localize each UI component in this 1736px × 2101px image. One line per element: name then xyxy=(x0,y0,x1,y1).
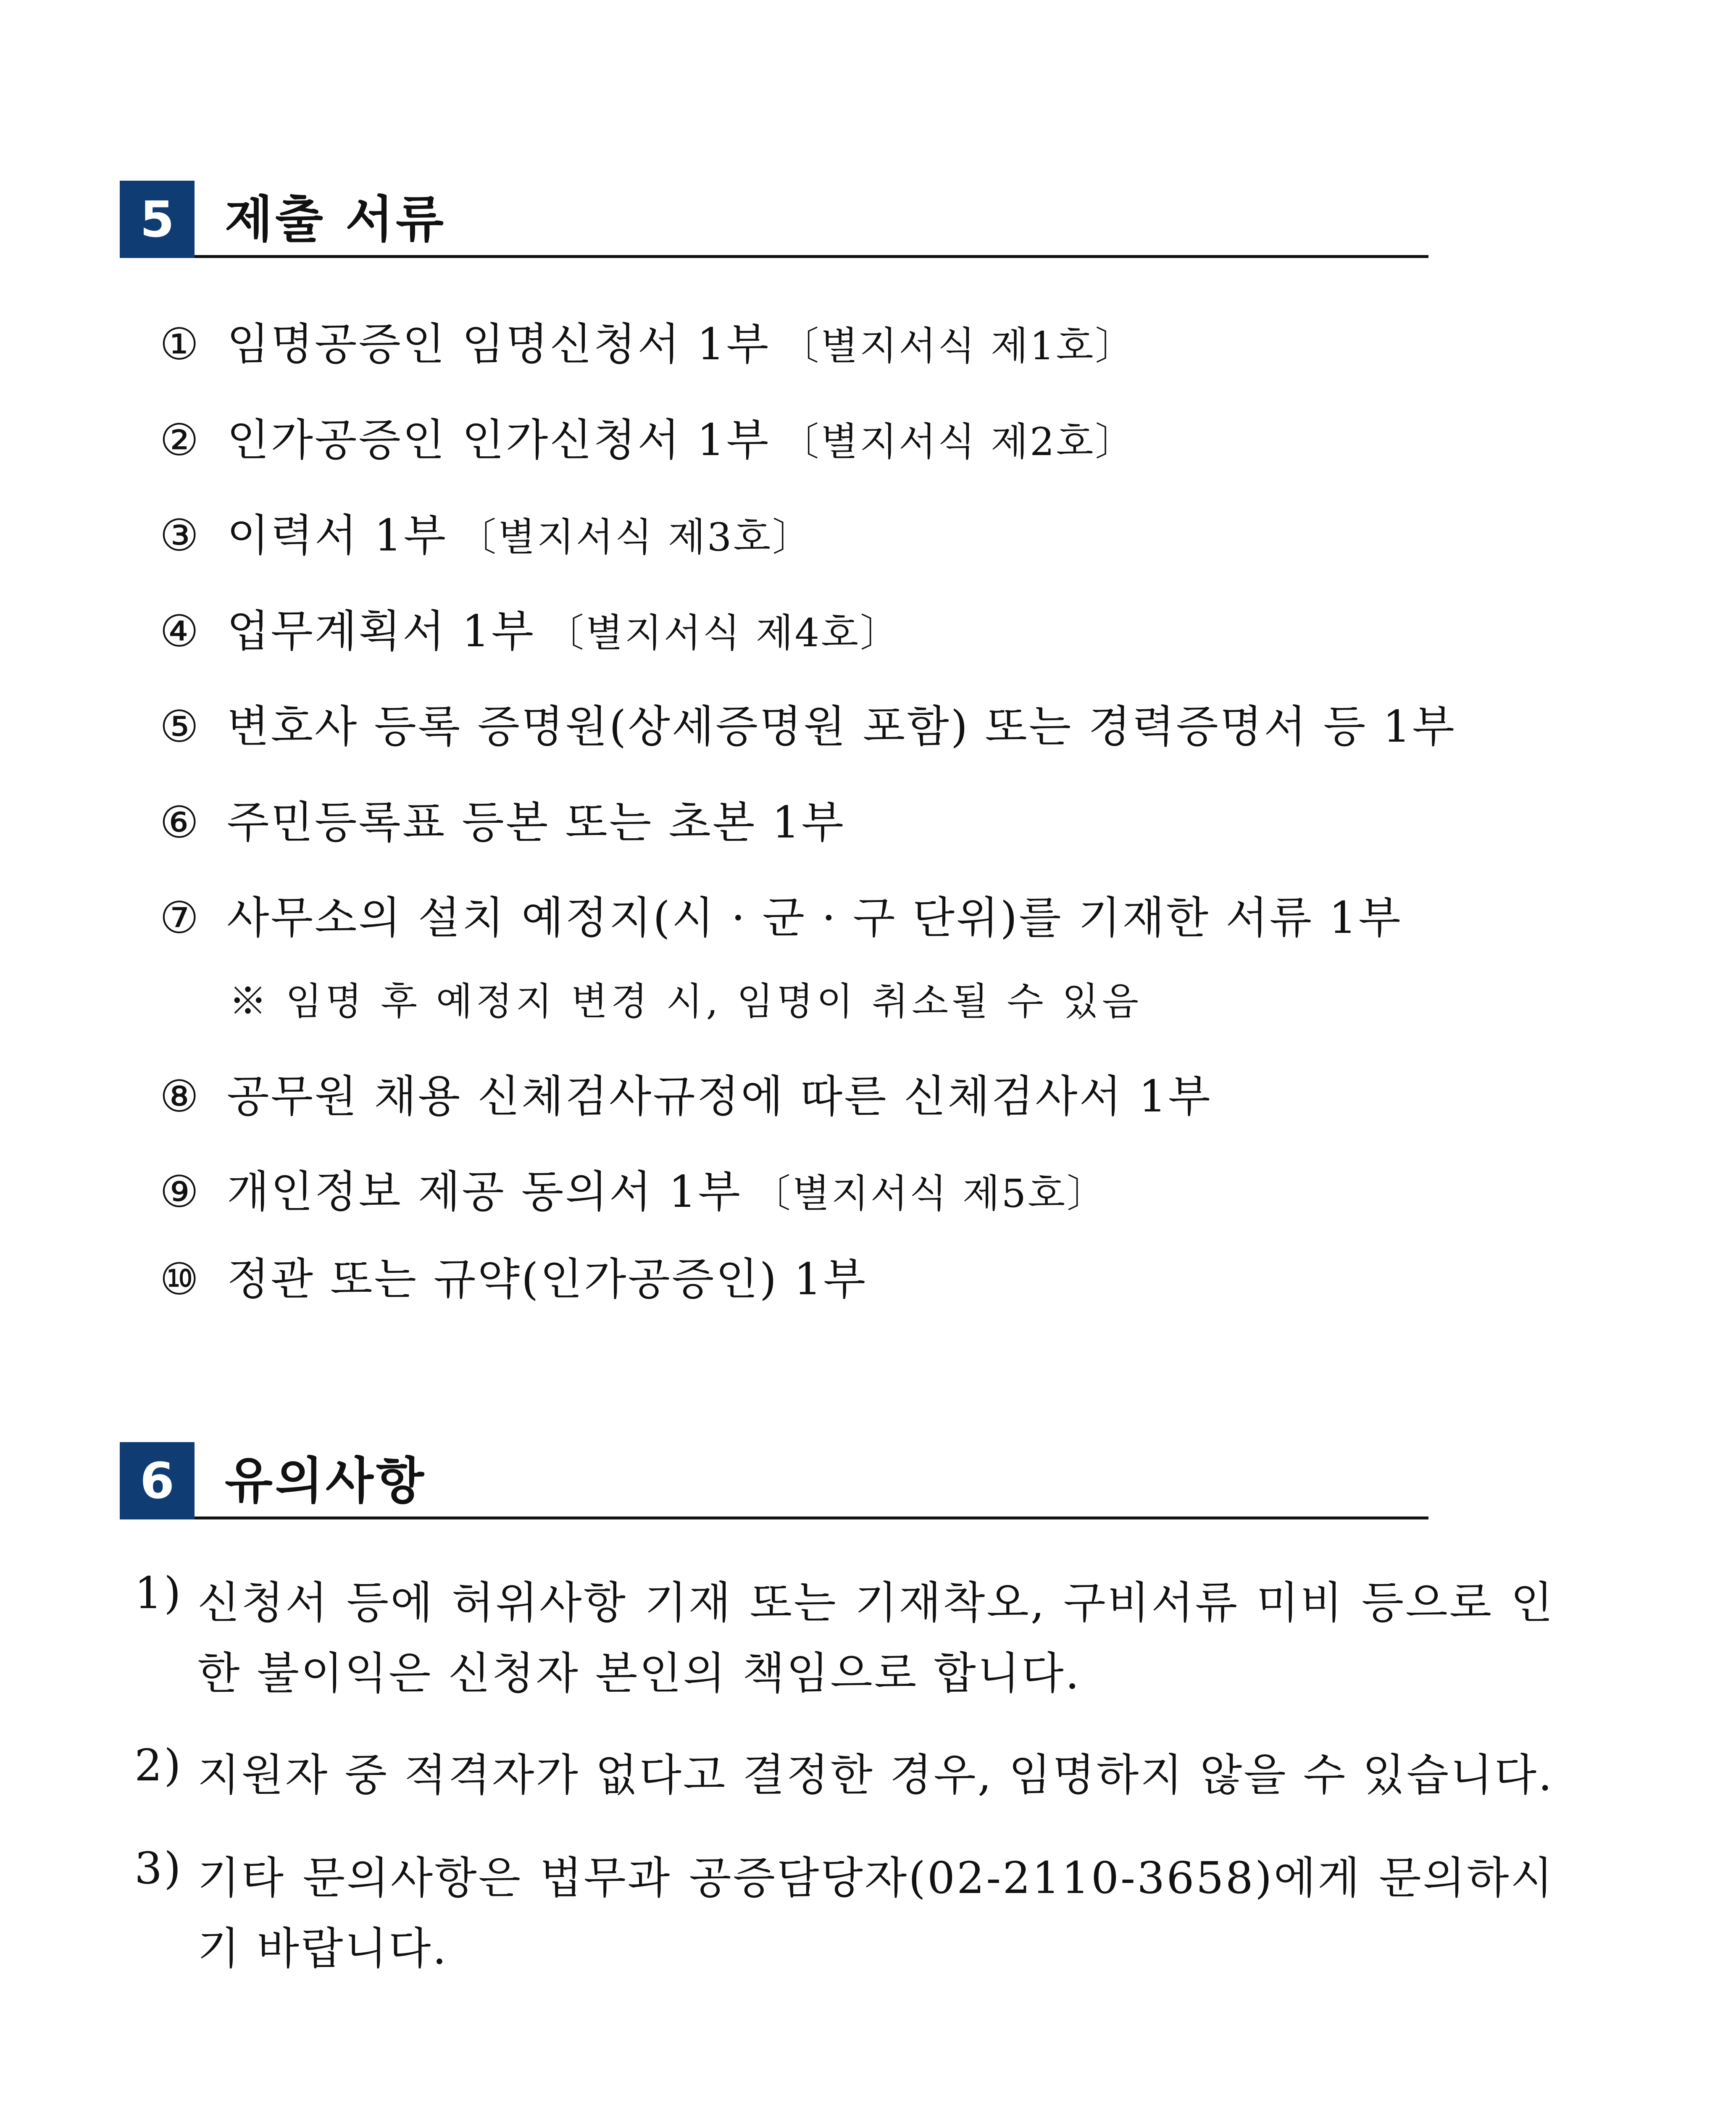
list-item: ① 임명공증인 임명신청서 1부 〔별지서식 제1호〕 xyxy=(160,319,1136,370)
list-item: ⑤ 변호사 등록 증명원(상세증명원 포함) 또는 경력증명서 등 1부 xyxy=(160,701,1456,752)
list-item: ⑥ 주민등록표 등본 또는 초본 1부 xyxy=(160,797,845,848)
section-underline xyxy=(195,255,1428,258)
list-item: ⑨ 개인정보 제공 동의서 1부 〔별지서식 제5호〕 xyxy=(160,1166,1107,1217)
list-item: ③ 이력서 1부 〔별지서식 제3호〕 xyxy=(160,510,813,561)
list-item: ⑦ 사무소의 설치 예정지(시 · 군 · 구 단위)를 기재한 서류 1부 xyxy=(160,892,1402,943)
section-underline xyxy=(195,1517,1428,1519)
section-number-badge: 5 xyxy=(120,181,195,258)
notice-item: 3) 기타 문의사항은 법무과 공증담당자(02-2110-3658)에게 문의하시기 바랍니다. xyxy=(134,1843,1555,1974)
list-item: ② 인가공증인 인가신청서 1부 〔별지서식 제2호〕 xyxy=(160,414,1136,466)
note-text: ※ 임명 후 예정지 변경 시, 임명이 취소될 수 있음 xyxy=(229,979,1142,1024)
list-item: ⑩ 정관 또는 규약(인가공증인) 1부 xyxy=(160,1253,868,1305)
list-item: ④ 업무계획서 1부 〔별지서식 제4호〕 xyxy=(160,606,901,657)
notice-item: 2) 지원자 중 적격자가 없다고 결정한 경우, 임명하지 않을 수 있습니다. xyxy=(134,1740,1554,1801)
section-number-badge: 6 xyxy=(120,1442,195,1519)
notice-item: 1) 신청서 등에 허위사항 기재 또는 기재착오, 구비서류 미비 등으로 인한 불이익은 신청자 본인의 책임으로 합니다. xyxy=(134,1567,1555,1699)
section-6-header xyxy=(120,1442,1428,1519)
section-5-header xyxy=(120,181,1428,258)
section-title: 유의사항 xyxy=(225,1452,426,1510)
section-title: 제출 서류 xyxy=(225,190,447,248)
list-item: ⑧ 공무원 채용 신체검사규정에 따른 신체검사서 1부 xyxy=(160,1071,1212,1122)
